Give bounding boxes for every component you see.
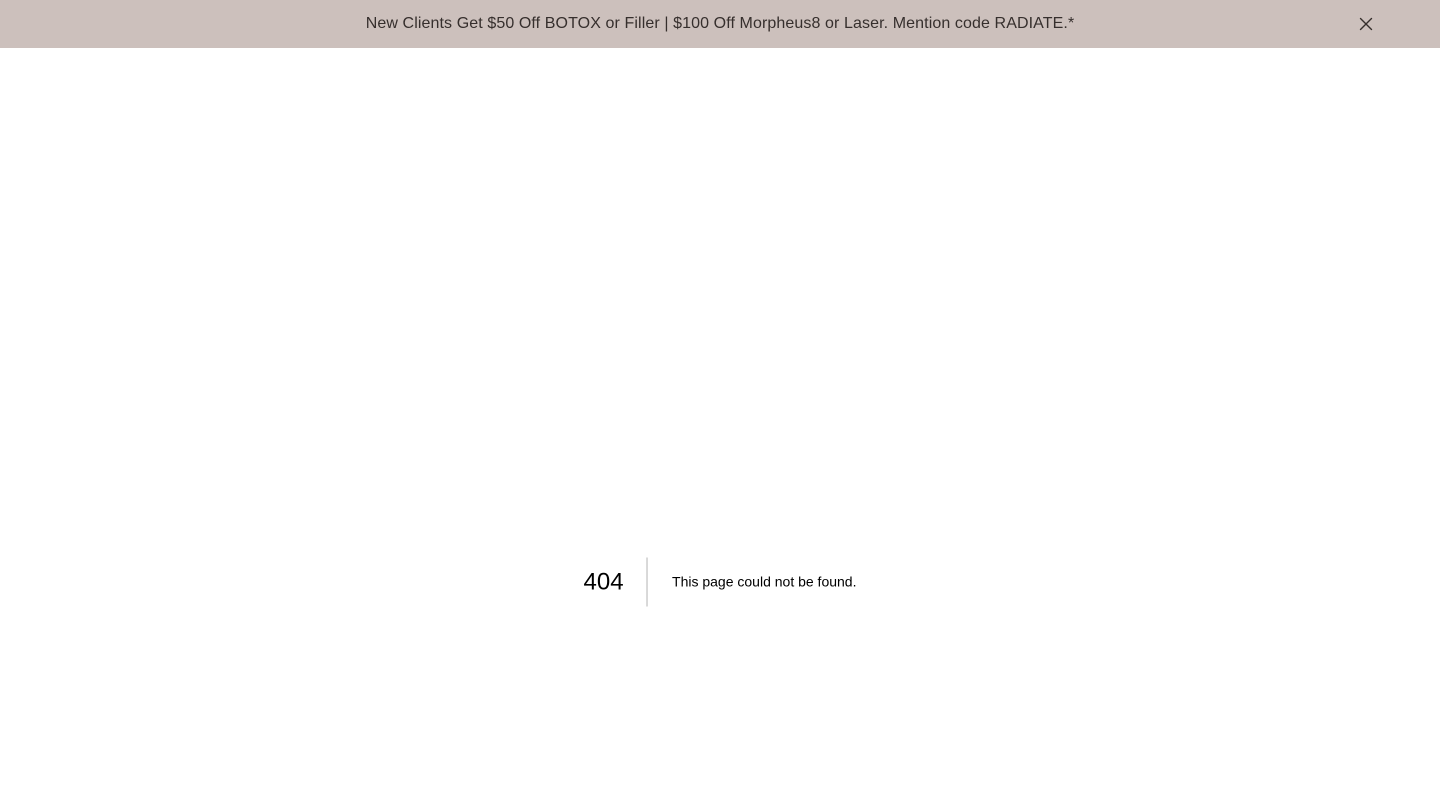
error-code: 404 [584,558,648,607]
promo-banner-message: New Clients Get $50 Off BOTOX or Filler | $100 Off Morpheus8 or Laser. Mention code RADIATE.* [365,15,1075,32]
error-message: This page could not be found. [672,573,857,590]
error-message-box [672,558,856,607]
promo-banner [0,0,1440,48]
close-icon [1359,17,1373,31]
close-banner-button[interactable] [1350,8,1382,40]
error-404-block [584,558,857,607]
